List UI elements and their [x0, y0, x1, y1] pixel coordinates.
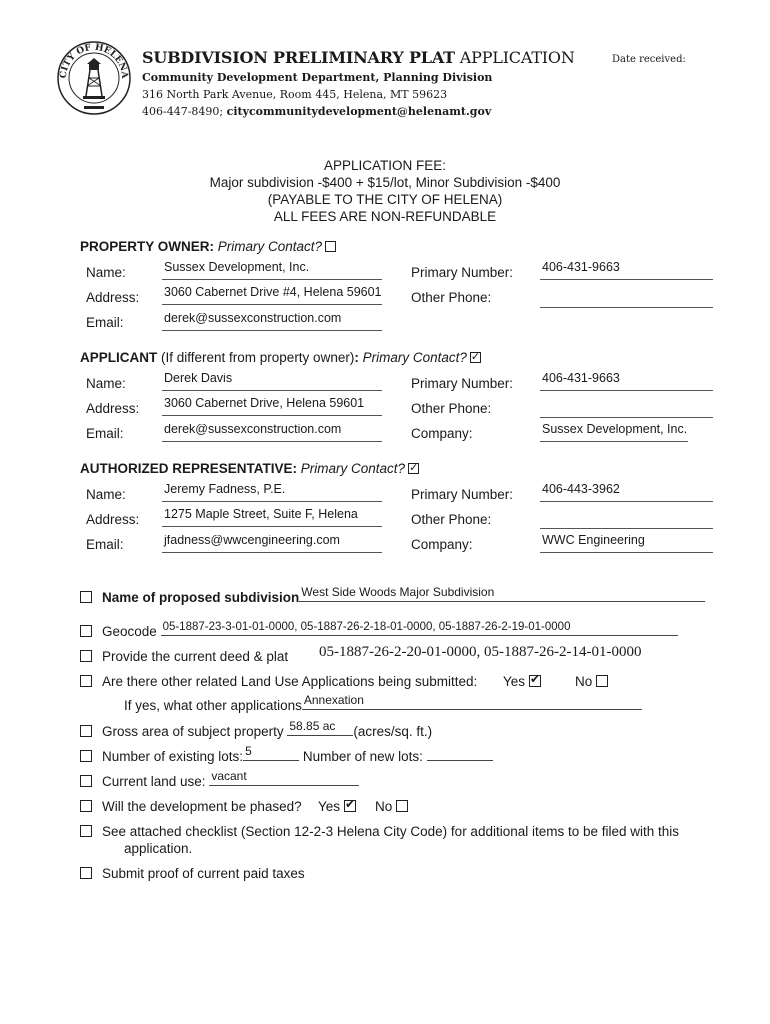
- applicant-email-label: Email:: [86, 426, 124, 441]
- related-no-checkbox[interactable]: [596, 675, 608, 687]
- representative-primary-number-field[interactable]: 406-443-3962: [540, 484, 713, 502]
- gross-area-unit: (acres/sq. ft.): [353, 724, 433, 739]
- representative-address-label: Address:: [86, 512, 140, 527]
- representative-email-field[interactable]: jfadness@wwcengineering.com: [162, 535, 382, 553]
- owner-primary-number-label: Primary Number:: [411, 265, 514, 280]
- land-use-label: Current land use:: [102, 774, 206, 789]
- gross-area-row: [102, 719, 433, 739]
- representative-company-label: Company:: [411, 537, 473, 552]
- applicant-other-phone-field[interactable]: [540, 400, 713, 418]
- owner-primary-number-field[interactable]: 406-431-9663: [540, 262, 713, 280]
- owner-address-field[interactable]: 3060 Cabernet Drive #4, Helena 59601: [162, 287, 382, 305]
- fee-payable: (PAYABLE TO THE CITY OF HELENA): [267, 192, 503, 207]
- related-applications-label: Are there other related Land Use Applications being submitted:: [102, 674, 478, 689]
- related-applications-checkbox[interactable]: [80, 675, 92, 687]
- geocode-checkbox[interactable]: [80, 625, 92, 637]
- representative-heading: AUTHORIZED REPRESENTATIVE: Primary Contact?✓: [80, 461, 419, 476]
- owner-email-field[interactable]: derek@sussexconstruction.com: [162, 313, 382, 331]
- phased-no-option[interactable]: No: [375, 799, 408, 814]
- subdivision-name-checkbox[interactable]: [80, 591, 92, 603]
- gross-area-checkbox[interactable]: [80, 725, 92, 737]
- representative-address-field[interactable]: 1275 Maple Street, Suite F, Helena: [162, 509, 382, 527]
- representative-primary-number-label: Primary Number:: [411, 487, 514, 502]
- phased-checkbox[interactable]: [80, 800, 92, 812]
- lots-row: [102, 744, 493, 764]
- subdivision-name-label: Name of proposed subdivision: [102, 590, 300, 605]
- gross-area-label: Gross area of subject property: [102, 724, 284, 739]
- owner-name-field[interactable]: Sussex Development, Inc.: [162, 262, 382, 280]
- subdivision-name-row: [102, 585, 705, 605]
- related-yes-checkbox[interactable]: [529, 675, 541, 687]
- phased-yes-option[interactable]: Yes✔: [318, 799, 356, 814]
- svg-text:CITY OF HELENA: CITY OF HELENA: [58, 42, 130, 79]
- representative-primary-contact-checkbox[interactable]: [408, 463, 419, 474]
- department-name: Community Development Department, Planning Division: [142, 71, 493, 84]
- applicant-other-phone-label: Other Phone:: [411, 401, 492, 416]
- applicant-name-field[interactable]: Derek Davis: [162, 373, 382, 391]
- owner-address-label: Address:: [86, 290, 140, 305]
- other-applications-field[interactable]: Annexation: [302, 698, 642, 710]
- applicant-primary-number-label: Primary Number:: [411, 376, 514, 391]
- related-no-option[interactable]: No: [575, 674, 608, 689]
- applicant-name-label: Name:: [86, 376, 126, 391]
- new-lots-field[interactable]: [427, 749, 493, 761]
- applicant-primary-contact-checkbox[interactable]: [470, 352, 481, 363]
- phased-label: Will the development be phased?: [102, 799, 302, 814]
- department-address: 316 North Park Avenue, Room 445, Helena, MT 59623: [142, 88, 448, 101]
- land-use-checkbox[interactable]: [80, 775, 92, 787]
- gross-area-field[interactable]: 58.85 ac: [287, 724, 353, 736]
- fee-nonrefundable: ALL FEES ARE NON-REFUNDABLE: [273, 209, 497, 224]
- phased-no-checkbox[interactable]: [396, 800, 408, 812]
- applicant-company-field[interactable]: Sussex Development, Inc.: [540, 424, 688, 442]
- fee-amounts: Major subdivision -$400 + $15/lot, Minor Subdivision -$400: [209, 175, 561, 190]
- fee-heading: APPLICATION FEE:: [323, 158, 447, 173]
- phased-yes-checkbox[interactable]: [344, 800, 356, 812]
- other-applications-row: [124, 693, 642, 713]
- department-contact: 406-447-8490; citycommunitydevelopment@helenamt.gov: [142, 105, 492, 118]
- applicant-address-label: Address:: [86, 401, 140, 416]
- applicant-email-field[interactable]: derek@sussexconstruction.com: [162, 424, 382, 442]
- geocode-field[interactable]: 05-1887-23-3-01-01-0000, 05-1887-26-2-18-01-0000, 05-1887-26-2-19-01-0000: [161, 624, 678, 636]
- representative-name-label: Name:: [86, 487, 126, 502]
- representative-other-phone-label: Other Phone:: [411, 512, 492, 527]
- other-applications-label: If yes, what other applications: [124, 698, 302, 713]
- attached-checklist-checkbox[interactable]: [80, 825, 92, 837]
- lots-checkbox[interactable]: [80, 750, 92, 762]
- paid-taxes-label: Submit proof of current paid taxes: [102, 866, 305, 881]
- date-received-label: Date received:: [612, 54, 686, 65]
- paid-taxes-checkbox[interactable]: [80, 867, 92, 879]
- applicant-heading: APPLICANT (If different from property owner): Primary Contact?✓: [80, 350, 481, 365]
- representative-name-field[interactable]: Jeremy Fadness, P.E.: [162, 484, 382, 502]
- land-use-row: [102, 769, 359, 789]
- owner-other-phone-label: Other Phone:: [411, 290, 492, 305]
- existing-lots-label: Number of existing lots:: [102, 749, 244, 764]
- applicant-address-field[interactable]: 3060 Cabernet Drive, Helena 59601: [162, 398, 382, 416]
- geocode-label: Geocode: [102, 624, 157, 639]
- owner-name-label: Name:: [86, 265, 126, 280]
- owner-other-phone-field[interactable]: [540, 290, 713, 308]
- deed-plat-label: Provide the current deed & plat: [102, 649, 289, 664]
- form-title: SUBDIVISION PRELIMINARY PLAT APPLICATION: [142, 48, 575, 67]
- attached-checklist-label-cont: application.: [124, 841, 193, 856]
- applicant-company-label: Company:: [411, 426, 473, 441]
- new-lots-label: Number of new lots:: [302, 749, 423, 764]
- representative-company-field[interactable]: WWC Engineering: [540, 535, 713, 553]
- deed-plat-checkbox[interactable]: [80, 650, 92, 662]
- geocode-row: [102, 621, 678, 639]
- related-yes-option[interactable]: Yes✔: [503, 674, 541, 689]
- applicant-primary-number-field[interactable]: 406-431-9663: [540, 373, 713, 391]
- representative-email-label: Email:: [86, 537, 124, 552]
- representative-other-phone-field[interactable]: [540, 511, 713, 529]
- owner-email-label: Email:: [86, 315, 124, 330]
- deed-plat-value: 05-1887-26-2-20-01-0000, 05-1887-26-2-14-01-0000: [319, 644, 642, 660]
- owner-primary-contact-checkbox[interactable]: [325, 241, 336, 252]
- city-of-helena-seal: [56, 40, 132, 116]
- property-owner-heading: PROPERTY OWNER: Primary Contact?: [80, 239, 336, 254]
- existing-lots-field[interactable]: 5: [243, 749, 299, 761]
- attached-checklist-label: See attached checklist (Section 12-2-3 Helena City Code) for additional items to be filed with this: [102, 824, 680, 839]
- land-use-field[interactable]: vacant: [209, 774, 359, 786]
- subdivision-name-field[interactable]: West Side Woods Major Subdivision: [299, 590, 705, 602]
